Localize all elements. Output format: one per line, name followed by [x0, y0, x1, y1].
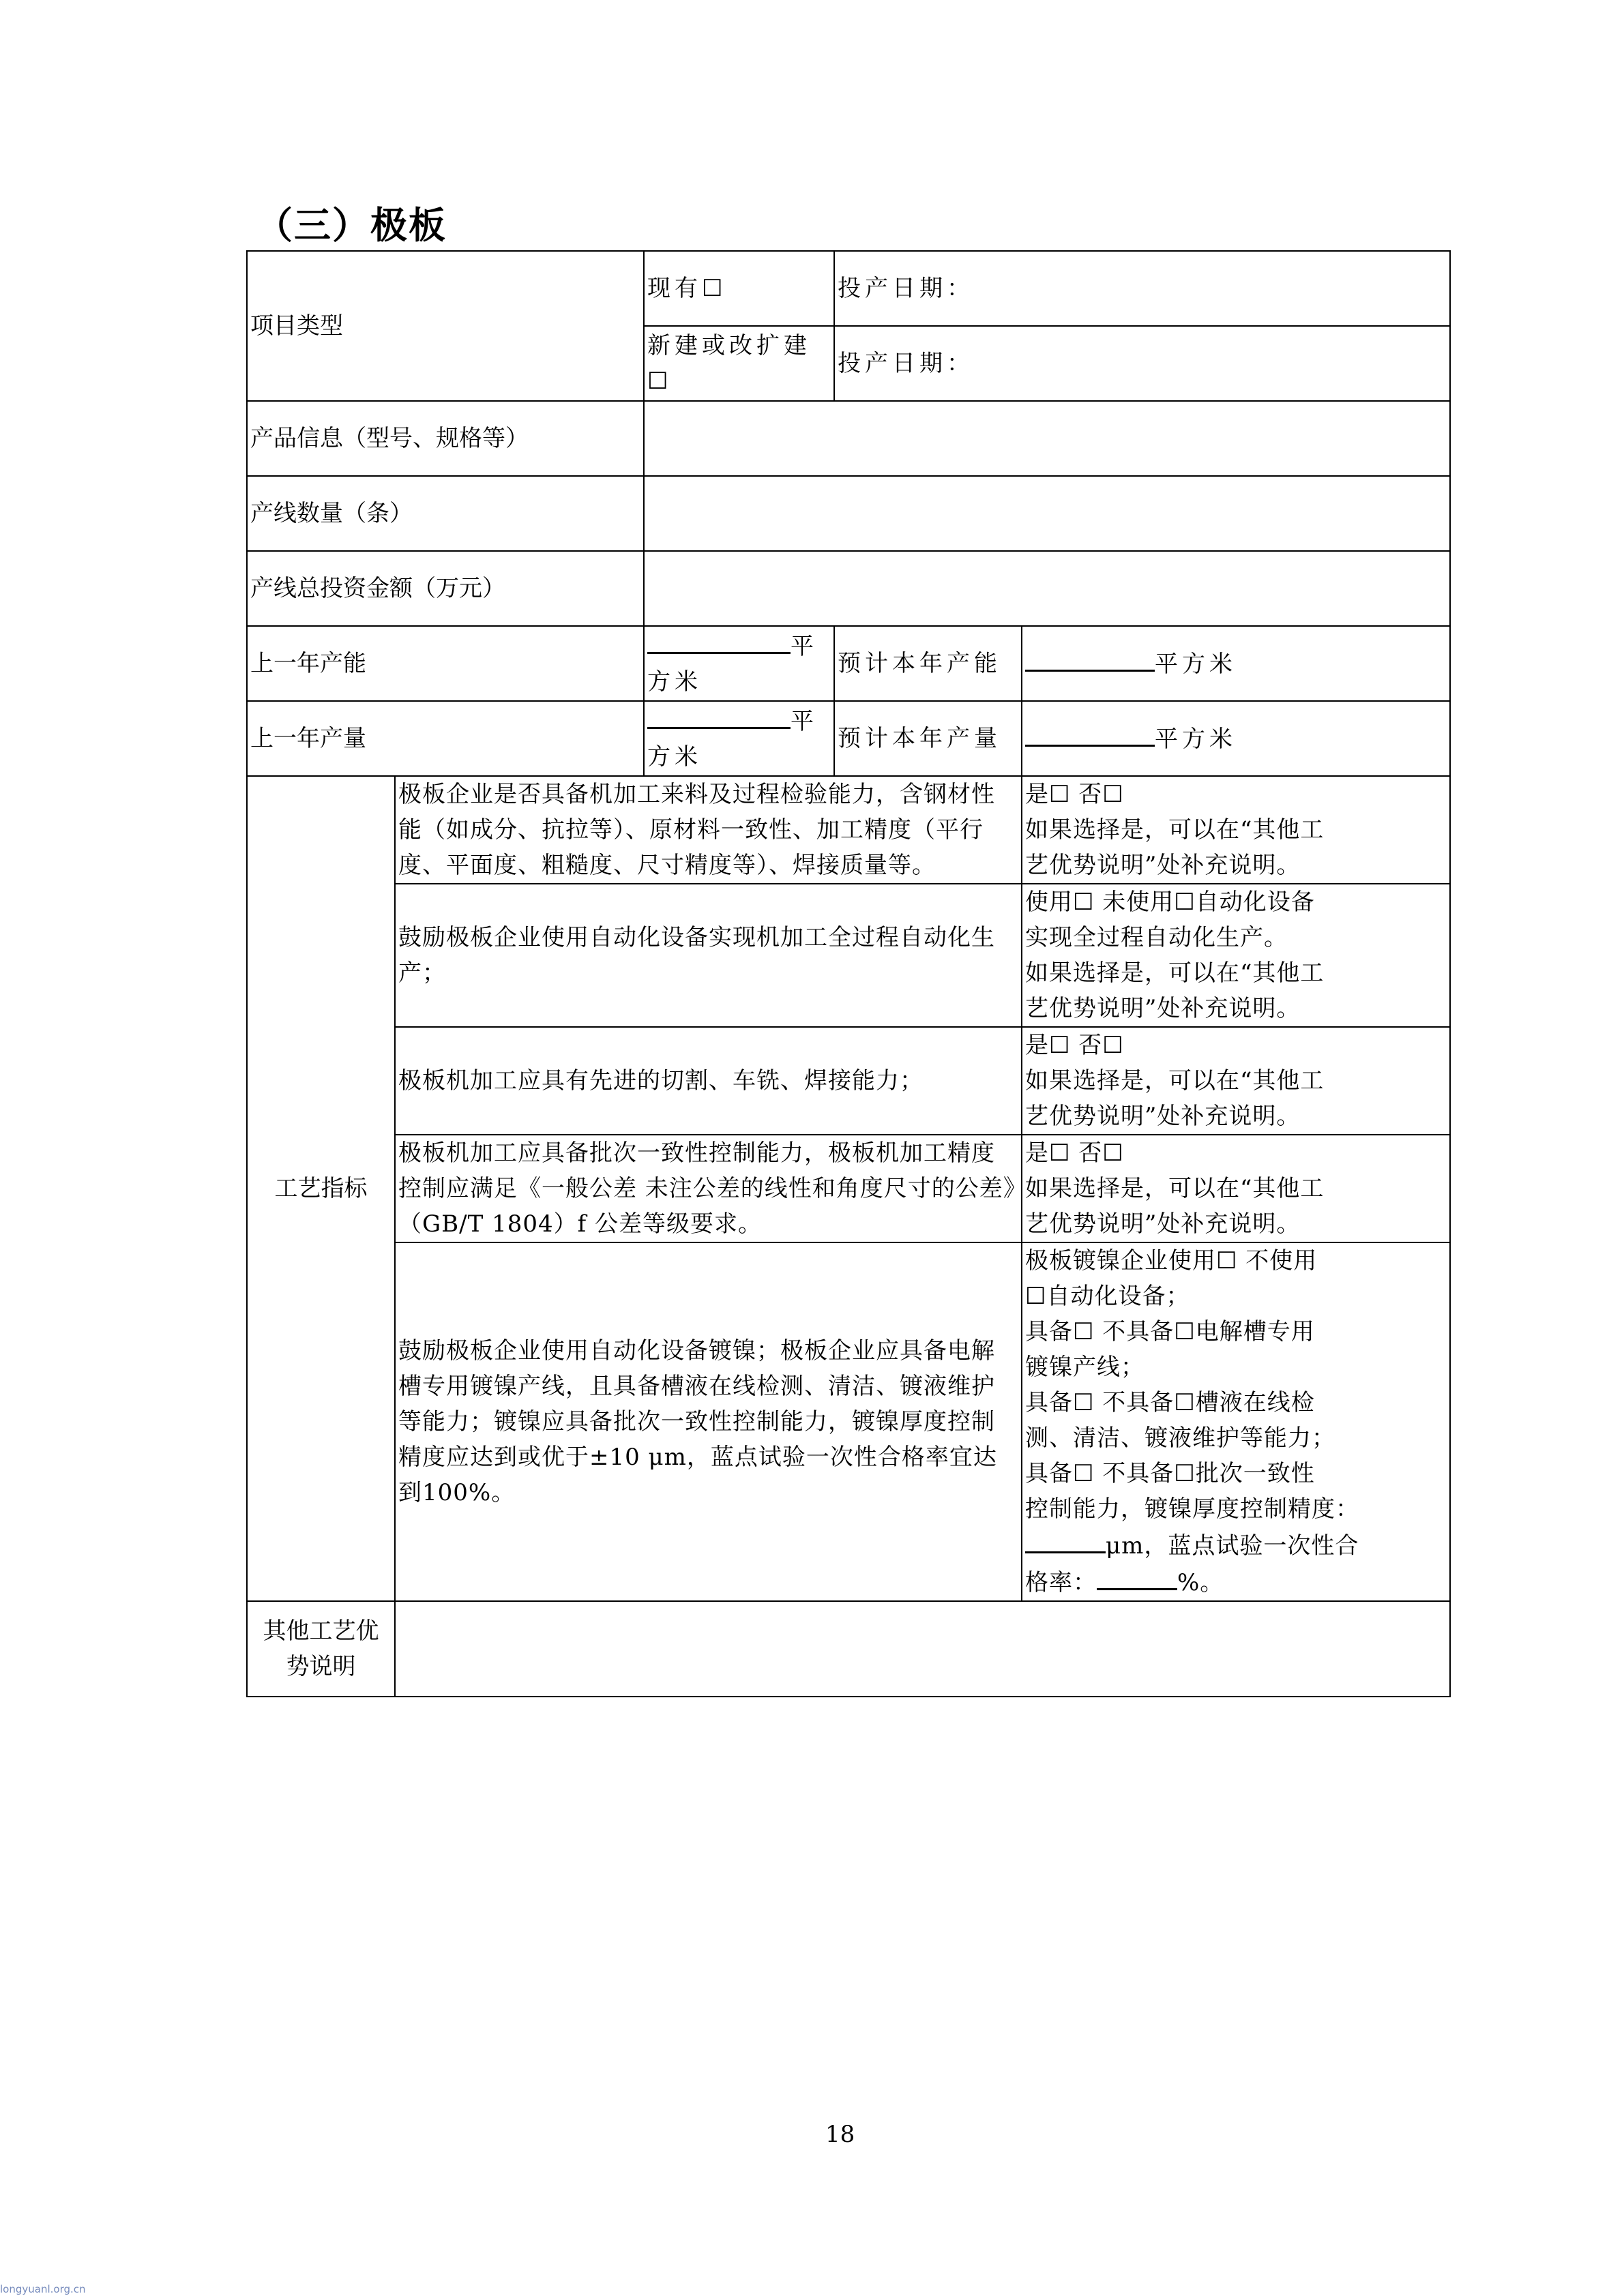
option-line: 控制能力，镀镍厚度控制精度： [1025, 1495, 1359, 1523]
existing-checkbox-label[interactable]: 现有☐ [644, 251, 834, 326]
pass-rate-line [1025, 1564, 1447, 1600]
requirement-options[interactable] [1022, 1242, 1450, 1601]
option-line[interactable]: 具备☐ 不具备☐槽液在线检 [1025, 1389, 1315, 1416]
option-line: 如果选择是，可以在“其他工 [1025, 1175, 1325, 1202]
option-line[interactable]: 具备☐ 不具备☐电解槽专用 [1025, 1318, 1315, 1345]
last-output-field[interactable] [644, 701, 834, 776]
forecast-capacity-blank[interactable] [1025, 645, 1155, 672]
investment-field[interactable] [644, 551, 1450, 626]
option-line[interactable]: 是☐ 否☐ [1025, 781, 1124, 808]
unit-label: 平方米 [1155, 651, 1237, 678]
thickness-blank[interactable] [1025, 1527, 1106, 1553]
pass-rate-prefix: 格率： [1025, 1569, 1097, 1596]
forecast-capacity-label: 预计本年产能 [834, 626, 1022, 701]
requirement-options[interactable] [1022, 1027, 1450, 1135]
existing-commission-date-field[interactable]: 投产日期： [834, 251, 1450, 326]
pass-rate-suffix: %。 [1177, 1569, 1224, 1596]
line-count-label: 产线数量（条） [247, 476, 644, 551]
unit-label: 平方米 [1155, 726, 1237, 753]
other-advantages-field[interactable] [395, 1601, 1450, 1697]
requirement-text: 鼓励极板企业使用自动化设备实现机加工全过程自动化生产； [395, 884, 1022, 1027]
watermark: longyuanl.org.cn [0, 2283, 86, 2295]
forecast-output-blank[interactable] [1025, 720, 1155, 747]
option-line: 艺优势说明”处补充说明。 [1025, 995, 1301, 1022]
last-output-blank[interactable] [647, 702, 791, 729]
forecast-capacity-field[interactable] [1022, 626, 1450, 701]
requirement-options[interactable] [1022, 884, 1450, 1027]
option-line: 镀镍产线； [1025, 1354, 1145, 1381]
option-line: 艺优势说明”处补充说明。 [1025, 852, 1301, 879]
unit-label: 平方米 [647, 708, 818, 771]
option-line: 艺优势说明”处补充说明。 [1025, 1210, 1301, 1238]
option-line[interactable]: 使用☐ 未使用☐自动化设备 [1025, 889, 1315, 916]
project-type-label: 项目类型 [247, 251, 644, 401]
forecast-output-field[interactable] [1022, 701, 1450, 776]
investment-label: 产线总投资金额（万元） [247, 551, 644, 626]
option-line: 如果选择是，可以在“其他工 [1025, 1067, 1325, 1094]
option-line: 艺优势说明”处补充说明。 [1025, 1103, 1301, 1130]
option-line[interactable]: 极板镀镍企业使用☐ 不使用 [1025, 1247, 1318, 1274]
requirement-text: 鼓励极板企业使用自动化设备镀镍；极板企业应具备电解槽专用镀镍产线，且具备槽液在线检测、清洁、镀液维护等能力；镀镍应具备批次一致性控制能力，镀镍厚度控制精度应达到或优于±10 μm，蓝点试验一次性合格率宜达到100%。 [395, 1242, 1022, 1601]
last-capacity-blank[interactable] [647, 627, 791, 654]
new-or-expand-checkbox-label[interactable]: 新建或改扩建☐ [644, 326, 834, 401]
line-count-field[interactable] [644, 476, 1450, 551]
product-info-field[interactable] [644, 401, 1450, 476]
requirement-text: 极板企业是否具备机加工来料及过程检验能力，含钢材性能（如成分、抗拉等）、原材料一致性、加工精度（平行度、平面度、粗糙度、尺寸精度等）、焊接质量等。 [395, 776, 1022, 884]
requirement-text: 极板机加工应具备批次一致性控制能力，极板机加工精度控制应满足《一般公差 未注公差的线性和角度尺寸的公差》（GB/T 1804）f 公差等级要求。 [395, 1135, 1022, 1242]
process-indicators-label: 工艺指标 [247, 776, 395, 1601]
requirement-options[interactable] [1022, 776, 1450, 884]
other-advantages-label: 其他工艺优势说明 [247, 1601, 395, 1697]
option-line: 如果选择是，可以在“其他工 [1025, 959, 1325, 987]
application-form-table [246, 250, 1451, 1697]
option-line: 测、清洁、镀液维护等能力； [1025, 1425, 1335, 1452]
product-info-label: 产品信息（型号、规格等） [247, 401, 644, 476]
pass-rate-blank[interactable] [1097, 1564, 1177, 1590]
last-output-label: 上一年产量 [247, 701, 644, 776]
thickness-line [1025, 1527, 1447, 1564]
page-number: 18 [825, 2121, 855, 2148]
last-capacity-field[interactable] [644, 626, 834, 701]
requirement-options[interactable] [1022, 1135, 1450, 1242]
section-heading: （三）极板 [256, 204, 447, 247]
new-commission-date-field[interactable]: 投产日期： [834, 326, 1450, 401]
forecast-output-label: 预计本年产量 [834, 701, 1022, 776]
option-line[interactable]: ☐自动化设备； [1025, 1283, 1190, 1310]
option-line: 实现全过程自动化生产。 [1025, 924, 1288, 951]
option-line[interactable]: 是☐ 否☐ [1025, 1032, 1124, 1059]
thickness-unit: μm，蓝点试验一次性合 [1106, 1532, 1359, 1560]
option-line[interactable]: 是☐ 否☐ [1025, 1139, 1124, 1167]
requirement-text: 极板机加工应具有先进的切割、车铣、焊接能力； [395, 1027, 1022, 1135]
option-line: 如果选择是，可以在“其他工 [1025, 816, 1325, 844]
unit-label: 平方米 [647, 633, 818, 696]
option-line[interactable]: 具备☐ 不具备☐批次一致性 [1025, 1460, 1315, 1487]
last-capacity-label: 上一年产能 [247, 626, 644, 701]
